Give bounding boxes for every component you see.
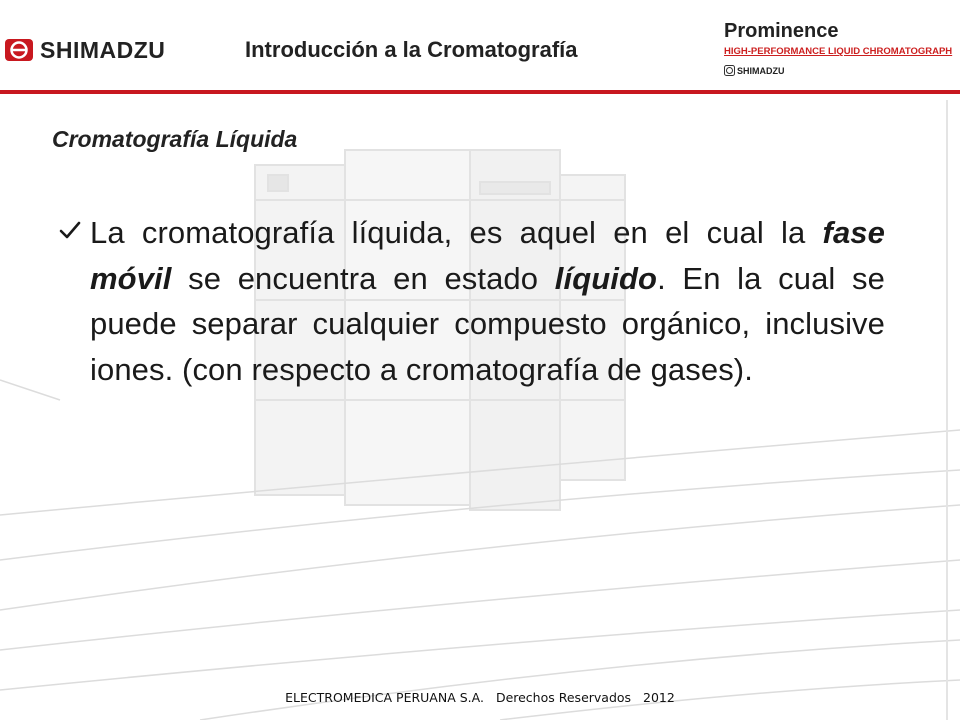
brand-name: Prominence xyxy=(724,20,839,42)
brand-maker xyxy=(724,65,956,77)
footer-company: ELECTROMEDICA PERUANA S.A. xyxy=(285,690,484,705)
checkmark-icon xyxy=(58,218,82,242)
header-divider xyxy=(0,90,960,94)
prominence-brand xyxy=(724,20,956,77)
bullet-text xyxy=(90,210,885,392)
footer-year: 2012 xyxy=(643,690,675,705)
bullet-text-part1: La cromatografía líquida, es aquel en el cual la xyxy=(90,215,823,250)
shimadzu-logo xyxy=(4,38,200,62)
term-liquido: líquido xyxy=(554,260,658,296)
bullet-item xyxy=(58,210,888,392)
bullet-text-part3: . En la cual se puede separar cualquier compuesto orgánico, inclusive iones. (con respecto a cromatografía de gases). xyxy=(90,260,885,387)
section-title: Cromatografía Líquida xyxy=(52,126,298,152)
logo-wordmark: SHIMADZU xyxy=(40,37,166,63)
footer xyxy=(0,690,960,706)
brand-subtitle: HIGH-PERFORMANCE LIQUID CHROMATOGRAPH xyxy=(724,46,953,57)
bullet-text-part2: se encuentra en estado xyxy=(171,260,555,296)
small-shimadzu-emblem-icon xyxy=(724,65,735,76)
footer-rights: Derechos Reservados xyxy=(495,690,632,705)
header-title: Introducción a la Cromatografía xyxy=(245,37,578,62)
shimadzu-emblem-icon xyxy=(4,38,34,62)
brand-maker-text: SHIMADZU xyxy=(737,66,785,76)
term-fase-movil: fase móvil xyxy=(90,215,885,296)
